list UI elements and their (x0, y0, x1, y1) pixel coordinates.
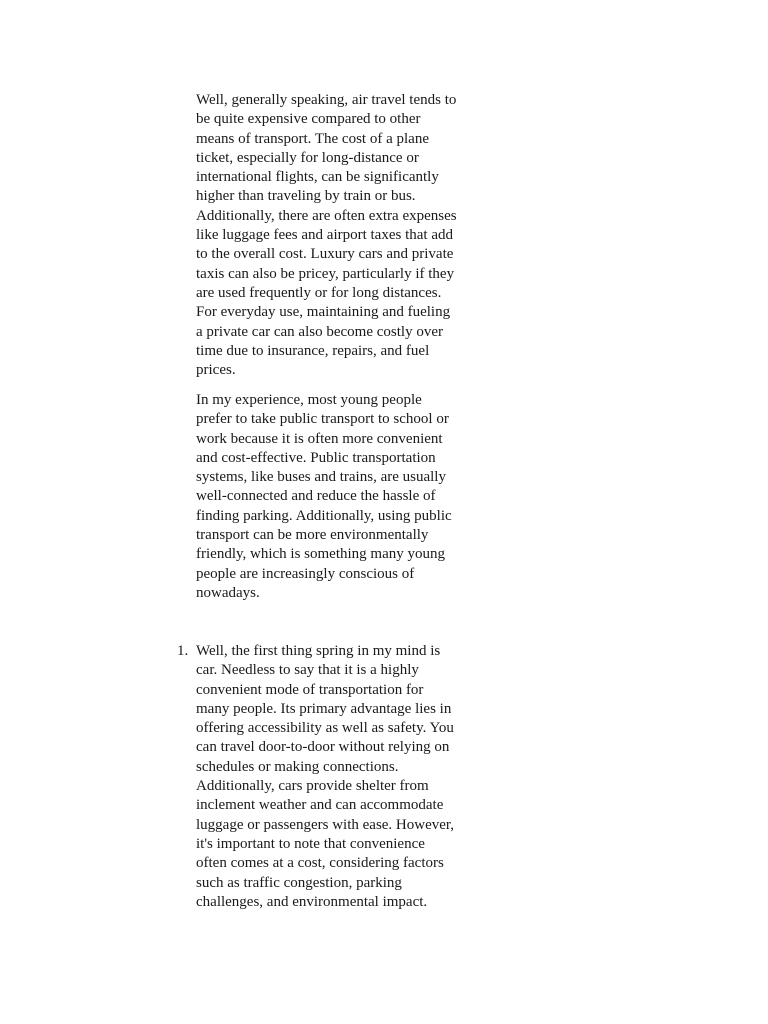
list-item-number: 1. (177, 643, 189, 659)
numbered-list (177, 642, 458, 912)
paragraph-public-transport: In my experience, most young people prefer to take public transport to school or work because it is often more convenient and cost-effective. Public transportation systems, like buses and trains, are usually well-connected and reduce the hassle of finding parking. Additionally, using public transport can be more environmentally friendly, which is something many young people are increasingly conscious of nowadays. (196, 392, 452, 601)
paragraph-air-travel-cost: Well, generally speaking, air travel tends to be quite expensive compared to other means of transport. The cost of a plane ticket, especially for long-distance or international flights, can be significantly higher than traveling by train or bus. Additionally, there are often extra expenses like luggage fees and airport taxes that add to the overall cost. Luxury cars and private taxis can also be pricey, particularly if they are used frequently or for long distances. For everyday use, maintaining and fueling a private car can also become costly over time due to insurance, repairs, and fuel prices. (196, 92, 457, 379)
list-item (177, 642, 458, 912)
list-item-text: Well, the first thing spring in my mind is car. Needless to say that it is a highly convenient mode of transportation for many people. Its primary advantage lies in offering accessibility as well as safety. You can travel door-to-door without relying on schedules or making connections. Additionally, cars provide shelter from inclement weather and can accommodate luggage or passengers with ease. However, it's important to note that convenience often comes at a cost, considering factors such as traffic congestion, parking challenges, and environmental impact. (196, 643, 455, 910)
